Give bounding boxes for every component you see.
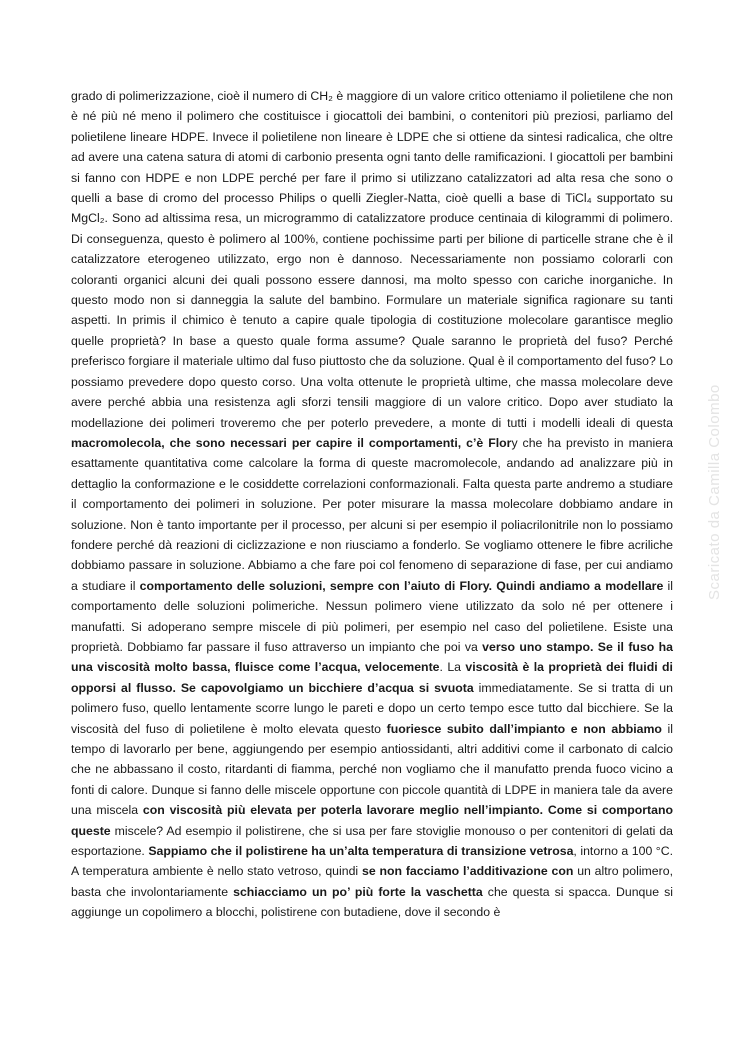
bold-text-run: verso uno stampo. Se il fuso ha una viscosità molto bassa, fluisce come l’acqua, velocemente — [71, 639, 673, 675]
bold-text-run: fuoriesce subito dall’impianto e non abbiamo — [386, 721, 662, 736]
text-run: immediatamente. Se si tratta di un polimero fuso, quello lentamente scorre lungo le pareti e dopo un certo tempo esce tutto dal bicchiere. Se la viscosità del fuso di polietilene è molto elevata questo — [71, 680, 673, 736]
bold-text-run: macromolecola, che sono necessari per capire il comportamenti, c’è Flor — [71, 435, 512, 450]
text-run: miscele? Ad esempio il polistirene, che si usa per fare stoviglie monouso o per contenitori di gelati da esportazione. — [71, 823, 673, 859]
text-run: il comportamento delle soluzioni polimeriche. Nessun polimero viene utilizzato da solo né per ottenere i manufatti. Si adoperano sempre miscele di più polimeri, per esempio nel caso del polietilene. Esiste una proprietà. Dobbiamo far passare il fuso attraverso un impianto che poi va — [71, 578, 673, 654]
bold-text-run: Sappiamo che il polistirene ha un’alta temperatura di transizione vetrosa — [148, 844, 574, 859]
text-run: un altro polimero, basta che involontariamente — [71, 864, 673, 899]
text-run: , intorno a 100 °C. A temperatura ambiente è nello stato vetroso, quindi — [71, 844, 673, 879]
bold-text-run: schiacciamo un po’ più forte la vaschetta — [233, 884, 483, 899]
bold-text-run: se non facciamo l’additivazione con — [361, 864, 574, 879]
text-run: y che ha previsto in maniera esattamente quantitativa come calcolare la forma di queste macromolecole, andando ad analizzare più in dettaglio la conformazione e le cosiddette correlazioni conformazionali. Falta questa parte andremo a studiare il comportamento dei polimeri in soluzione. Per poter misurare la massa molecolare dobbiamo andare in soluzione. Non è tanto importante per il processo, per alcuni si per esempio il poliacrilonitrile non lo possiamo fondere perché dà reazioni di ciclizzazione e non riusciamo a fonderlo. Se vogliamo ottenere le fibre acriliche dobbiamo passare in soluzione. Abbiamo a che fare poi col fenomeno di separazione di fase, per cui andiamo a studiare il — [71, 435, 673, 593]
text-run: grado di polimerizzazione, cioè il numero di CH₂ è maggiore di un valore critico otteniamo il polietilene che non è né più né meno il polimero che costituisce i giocattoli dei bambini, o contenitori più preziosi, parliamo del polietilene lineare HDPE. Invece il polietilene non lineare è LDPE che si ottiene da sintesi radicalica, che oltre ad avere una catena satura di atomi di carbonio presenta ogni tanto delle ramificazioni. I giocattoli per bambini si fanno con HDPE e non LDPE perché per fare il primo si utilizzano catalizzatori ad alta resa che sono o quelli a base di cromo del processo Philips o quelli Ziegler-Natta, cioè quelli a base di TiCl₄ supportato su MgCl₂. Sono ad altissima resa, un microgrammo di catalizzatore produce centinaia di kilogrammi di polimero. Di conseguenza, questo è polimero al 100%, contiene pochissime parti per bilione di particelle strane che è il catalizzatore eterogeneo utilizzato, ergo non è dannoso. Necessariamente non possiamo colorarli con coloranti organici alcuni dei quali possono essere dannosi, ma molto spesso con cariche inorganiche. In questo modo non si danneggia la salute del bambino. Formulare un materiale significa ragionare su tanti aspetti. In primis il chimico è tenuto a capire quale tipologia di costituzione molecolare garantisce meglio quelle proprietà? In base a questo quale forma assume? Quale saranno le proprietà del fuso? Perché preferisco forgiare il materiale ultimo dal fuso piuttosto che da soluzione. Qual è il comportamento del fuso? Lo possiamo prevedere dopo questo corso. Una volta ottenute le proprietà ultime, che massa molecolare deve avere perché abbia una resistenza agli sforzi tensili maggiore di un valore critico. Dopo aver studiato la modellazione dei polimeri troveremo che per poterlo prevedere, a monte di tutti i modelli ideali di questa — [71, 89, 673, 430]
bold-text-run: comportamento delle soluzioni, sempre con l’aiuto di Flory. Quindi andiamo a modellare — [139, 578, 664, 593]
bold-text-run: con viscosità più elevata per poterla lavorare meglio nell’impianto. Come si comportano queste — [71, 803, 673, 838]
text-run: che questa si spacca. Dunque si aggiunge un copolimero a blocchi, polistirene con butadiene, dove il secondo è — [71, 884, 673, 920]
bold-text-run: viscosità è la proprietà dei fluidi di opporsi al flusso. Se capovolgiamo un bicchiere d’acqua si svuota — [71, 660, 673, 695]
body-text — [71, 86, 673, 923]
watermark: Scaricato da Camilla Colombo — [706, 384, 723, 600]
text-run: il tempo di lavorarlo per bene, aggiungendo per esempio antiossidanti, altri additivi come il carbonato di calcio che ne abbassano il costo, ritardanti di fiamma, perché non vogliamo che il manufatto prenda fuoco vicino a fonti di calore. Dunque si fanno delle miscele opportune con piccole quantità di LDPE in maniera tale da avere una miscela — [71, 721, 673, 818]
text-run: . La — [439, 660, 466, 675]
